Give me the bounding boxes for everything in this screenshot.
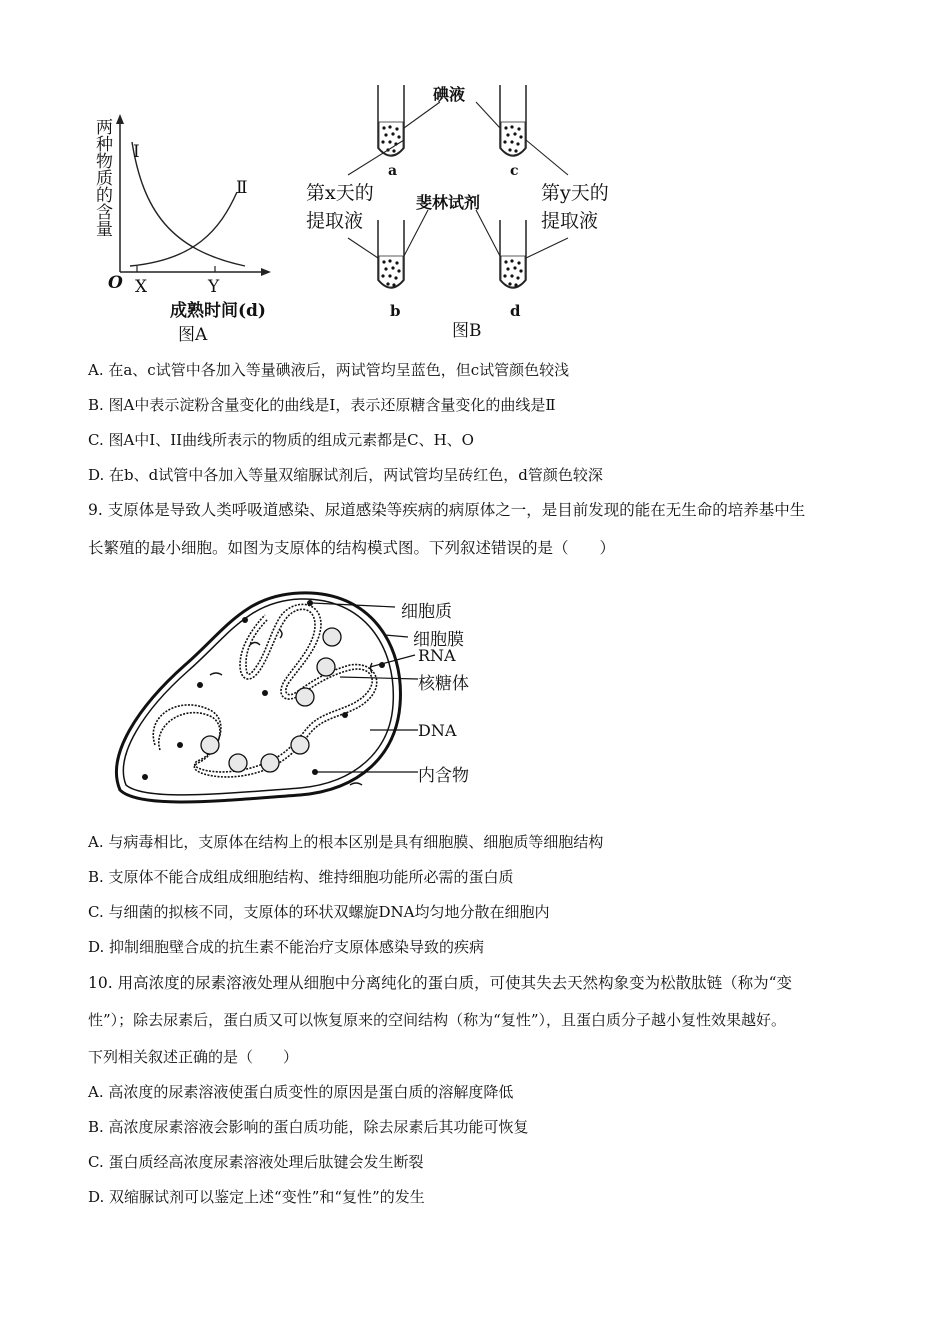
label-ribosome: 核糖体 bbox=[418, 674, 469, 694]
figure-a-caption: 图A bbox=[178, 325, 208, 345]
mycoplasma-diagram bbox=[100, 585, 430, 810]
tick-y-label: Y bbox=[208, 277, 220, 297]
y-axis-arrow bbox=[116, 114, 124, 124]
day-y-label-2: 提取液 bbox=[541, 210, 599, 232]
day-y-label-1: 第y天的 bbox=[541, 182, 609, 204]
q8-option-a: A. 在a、c试管中各加入等量碘液后，两试管均呈蓝色，但c试管颜色较浅 bbox=[88, 361, 570, 379]
day-x-label-2: 提取液 bbox=[306, 210, 364, 232]
fehling-label: 斐林试剂 bbox=[416, 193, 481, 212]
curve-2 bbox=[130, 192, 237, 266]
ribosome bbox=[261, 754, 279, 772]
q10-option-c: C. 蛋白质经高浓度尿素溶液处理后肽键会发生断裂 bbox=[88, 1153, 424, 1171]
q9-stem-line-1: 9. 支原体是导致人类呼吸道感染、尿道感染等疾病的病原体之一，是目前发现的能在无生命的培养基中生 bbox=[88, 501, 806, 519]
curve-2-label: Ⅱ bbox=[236, 178, 248, 198]
test-tube-d bbox=[500, 220, 526, 288]
q10-stem-line-3: 下列相关叙述正确的是（ ） bbox=[88, 1048, 299, 1066]
tube-b-label: b bbox=[390, 302, 401, 320]
ribosome bbox=[317, 658, 335, 676]
curve-1-label: Ⅰ bbox=[133, 142, 140, 162]
label-cell-membrane: 细胞膜 bbox=[413, 630, 464, 650]
ribosome bbox=[201, 736, 219, 754]
x-axis-arrow bbox=[261, 268, 271, 276]
figure-a-xlabel: 成熟时间(d) bbox=[170, 301, 266, 321]
ribosome bbox=[291, 736, 309, 754]
q10-option-b: B. 高浓度尿素溶液会影响的蛋白质功能，除去尿素后其功能可恢复 bbox=[88, 1118, 529, 1136]
q8-option-d: D. 在b、d试管中各加入等量双缩脲试剂后，两试管均呈砖红色，d管颜色较深 bbox=[88, 466, 603, 484]
day-x-label-1: 第x天的 bbox=[306, 182, 374, 204]
q10-stem-line-1: 10. 用高浓度的尿素溶液处理从细胞中分离纯化的蛋白质，可使其失去天然构象变为松散肽链（称为“变 bbox=[88, 974, 793, 992]
q9-option-d: D. 抑制细胞壁合成的抗生素不能治疗支原体感染导致的疾病 bbox=[88, 938, 485, 956]
label-inclusion: 内含物 bbox=[418, 766, 469, 786]
label-dna: DNA bbox=[418, 721, 457, 740]
label-cytoplasm: 细胞质 bbox=[401, 602, 452, 622]
q10-option-a: A. 高浓度的尿素溶液使蛋白质变性的原因是蛋白质的溶解度降低 bbox=[88, 1083, 514, 1101]
tick-x-label: X bbox=[135, 277, 148, 297]
curve-1 bbox=[132, 142, 245, 266]
figure-a-ylabel: 两种物质的含量 bbox=[92, 118, 112, 237]
origin-label: O bbox=[108, 273, 123, 293]
test-tube-b bbox=[378, 220, 404, 288]
q10-option-d: D. 双缩脲试剂可以鉴定上述“变性”和“复性”的发生 bbox=[88, 1188, 425, 1206]
tube-c-label: c bbox=[510, 163, 519, 179]
ribosome bbox=[296, 688, 314, 706]
figure-b-caption: 图B bbox=[452, 321, 482, 341]
cell-membrane bbox=[116, 593, 400, 802]
iodine-label: 碘液 bbox=[433, 85, 466, 104]
ribosome bbox=[229, 754, 247, 772]
q10-stem-line-2: 性”）；除去尿素后，蛋白质又可以恢复原来的空间结构（称为“复性”），且蛋白质分子越小复性效果越好。 bbox=[88, 1011, 787, 1029]
label-rna: RNA bbox=[418, 646, 456, 665]
q8-option-c: C. 图A中I、II曲线所表示的物质的组成元素都是C、H、O bbox=[88, 431, 474, 449]
test-tube-a bbox=[378, 85, 404, 156]
q8-option-b: B. 图A中表示淀粉含量变化的曲线是I，表示还原糖含量变化的曲线是Ⅱ bbox=[88, 396, 556, 414]
test-tube-c bbox=[500, 85, 526, 156]
ribosome bbox=[323, 628, 341, 646]
q9-stem-line-2: 长繁殖的最小细胞。如图为支原体的结构模式图。下列叙述错误的是（ ） bbox=[88, 539, 616, 557]
tube-a-label: a bbox=[388, 163, 398, 179]
q9-option-c: C. 与细菌的拟核不同，支原体的环状双螺旋DNA均匀地分散在细胞内 bbox=[88, 903, 550, 921]
q9-option-a: A. 与病毒相比，支原体在结构上的根本区别是具有细胞膜、细胞质等细胞结构 bbox=[88, 833, 604, 851]
tube-d-label: d bbox=[510, 302, 521, 320]
q9-option-b: B. 支原体不能合成组成细胞结构、维持细胞功能所必需的蛋白质 bbox=[88, 868, 514, 886]
